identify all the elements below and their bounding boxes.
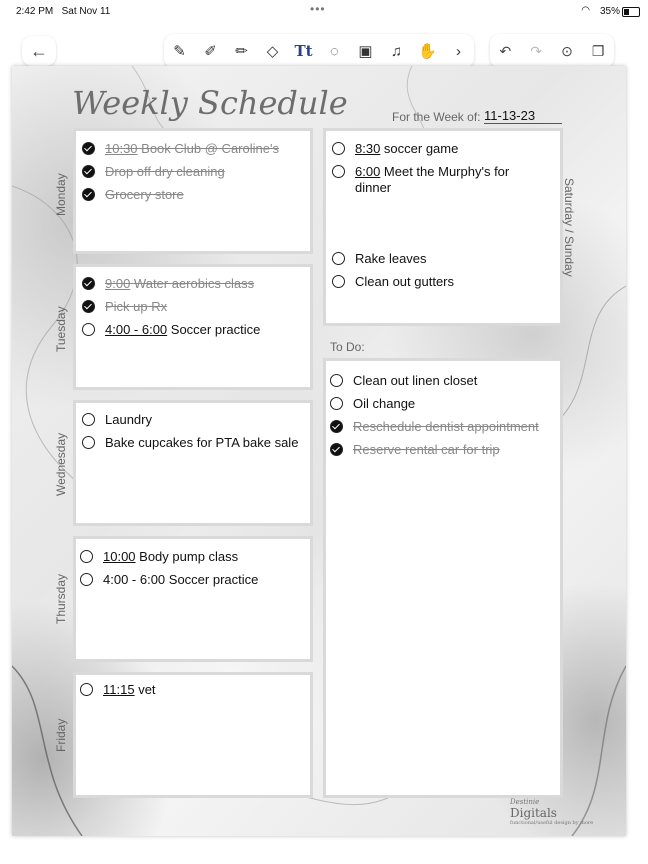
pen-icon[interactable]: ✎ [173,43,186,60]
highlighter-icon[interactable]: ✐ [204,43,217,60]
list-item[interactable]: 6:00 Meet the Murphy's for dinner [332,164,532,196]
list-item[interactable]: Clean out linen closet [330,373,477,389]
hand-icon[interactable]: ✋ [418,43,437,60]
list-item[interactable]: Reschedule dentist appointment [330,419,539,435]
list-item[interactable]: Pick up Rx [82,299,167,315]
brand-logo: Destinie Digitals functional/useful design by more [510,798,594,826]
back-button[interactable] [22,36,56,66]
notebook-page[interactable] [12,66,626,836]
day-label-weekend: Saturday / Sunday [562,178,576,277]
checkbox[interactable] [80,573,93,586]
day-label-monday: Monday [54,173,68,216]
right-tools [490,34,614,68]
lasso-icon[interactable]: ◌ [330,42,339,60]
checkbox[interactable] [80,550,93,563]
checkbox[interactable] [330,374,343,387]
day-label-friday: Friday [54,718,68,752]
list-item[interactable]: 11:15 vet [80,682,156,698]
list-item[interactable]: Drop off dry cleaning [82,164,225,180]
week-value: 11-13-23 [484,108,562,124]
list-item[interactable]: 4:00 - 6:00 Soccer practice [80,572,258,588]
weekend-box[interactable] [323,128,563,326]
eraser-icon[interactable]: ◇ [266,43,279,60]
status-time: 2:42 PM Sat Nov 11 [16,6,111,17]
list-item[interactable]: 8:30 soccer game [332,141,458,157]
checkbox[interactable] [80,683,93,696]
checkbox[interactable] [330,397,343,410]
day-label-tuesday: Tuesday [54,306,68,352]
checkbox[interactable] [82,413,95,426]
list-item[interactable]: Bake cupcakes for PTA bake sale [82,435,298,451]
checkbox[interactable] [82,300,95,313]
battery-percent: 35% [599,6,620,17]
text-icon[interactable]: Tt [294,42,313,60]
list-item[interactable]: 9:00 Water aerobics class [82,276,254,292]
list-item[interactable]: Reserve rental car for trip [330,442,500,458]
drawing-tools [164,34,474,68]
checkbox[interactable] [332,252,345,265]
microphone-icon[interactable]: ♫ [390,42,403,60]
pages-icon[interactable]: ❐ [591,42,605,59]
list-item[interactable]: Clean out gutters [332,274,454,290]
checkbox[interactable] [330,420,343,433]
checkbox[interactable] [332,165,345,178]
checkbox[interactable] [82,142,95,155]
undo-icon[interactable]: ↶ [499,42,512,59]
arrow-left-icon: ← [30,40,48,61]
page-title: Weekly Schedule [72,84,348,122]
top-toolbar [0,24,648,68]
list-item[interactable]: Oil change [330,396,415,412]
image-icon[interactable]: ▣ [358,43,373,60]
more-icon[interactable]: ⊙ [561,42,573,59]
checkbox[interactable] [332,275,345,288]
day-label-thursday: Thursday [54,573,68,624]
redo-icon[interactable]: ↷ [530,42,543,59]
list-item[interactable]: 4:00 - 6:00 Soccer practice [82,322,260,338]
list-item[interactable]: 10:30 Book Club @ Caroline's [82,141,279,157]
checkbox[interactable] [330,443,343,456]
status-bar [0,0,648,22]
checkbox[interactable] [82,323,95,336]
chevron-right-icon[interactable]: › [456,42,461,60]
week-label: For the Week of: [392,110,481,124]
wifi-icon: ◠ [581,5,590,16]
todo-label: To Do: [330,340,365,354]
list-item[interactable]: Grocery store [82,187,184,203]
list-item[interactable]: 10:00 Body pump class [80,549,238,565]
list-item[interactable]: Laundry [82,412,152,428]
checkbox[interactable] [82,277,95,290]
checkbox[interactable] [82,165,95,178]
pencil-icon[interactable]: ✏ [235,43,248,60]
checkbox[interactable] [332,142,345,155]
battery-icon [622,7,640,17]
checkbox[interactable] [82,436,95,449]
day-label-wednesday: Wednesday [54,432,68,496]
checkbox[interactable] [82,188,95,201]
multitasking-dots-icon[interactable]: ••• [310,2,326,16]
list-item[interactable]: Rake leaves [332,251,427,267]
